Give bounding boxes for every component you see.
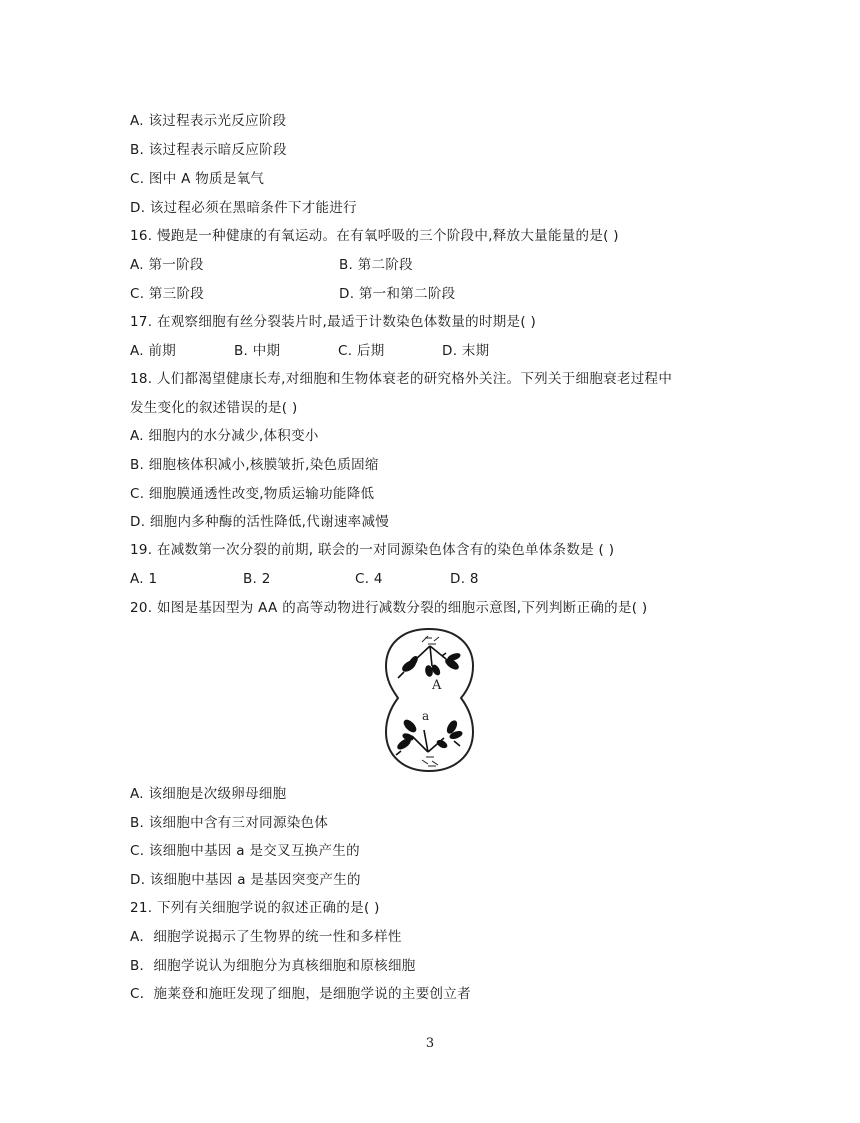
cell-division-diagram <box>382 626 477 774</box>
gene-label-lower: a <box>422 709 430 723</box>
q19-option-a: A. 1 <box>130 571 158 587</box>
q20-option-d: D. 该细胞中基因 a 是基因突变产生的 <box>130 872 361 888</box>
q19-stem: 19. 在减数第一次分裂的前期, 联会的一对同源染色体含有的染色单体条数是 ( ) <box>130 542 615 558</box>
q17-option-b: B. 中期 <box>234 343 281 359</box>
q15-option-b: B. 该过程表示暗反应阶段 <box>130 142 287 158</box>
q15-option-d: D. 该过程必须在黑暗条件下才能进行 <box>130 200 357 216</box>
upper-chromosomes <box>398 646 460 678</box>
page-number: 3 <box>425 1036 435 1051</box>
q19-option-d: D. 8 <box>450 571 479 587</box>
q18-option-a: A. 细胞内的水分减少,体积变小 <box>130 428 319 444</box>
q21-stem: 21. 下列有关细胞学说的叙述正确的是( ) <box>130 900 380 916</box>
q16-option-a: A. 第一阶段 <box>130 257 204 273</box>
q18-option-c: C. 细胞膜通透性改变,物质运输功能降低 <box>130 486 375 502</box>
q18-option-b: B. 细胞核体积减小,核膜皱折,染色质固缩 <box>130 457 379 473</box>
q18-stem-line1: 18. 人们都渴望健康长寿,对细胞和生物体衰老的研究格外关注。下列关于细胞衰老过程中 <box>130 371 673 387</box>
q20-option-b: B. 该细胞中含有三对同源染色体 <box>130 815 329 831</box>
q20-option-c: C. 该细胞中基因 a 是交叉互换产生的 <box>130 843 360 859</box>
q16-option-c: C. 第三阶段 <box>130 286 205 302</box>
q21-option-c: C．施莱登和施旺发现了细胞，是细胞学说的主要创立者 <box>130 986 471 1002</box>
lower-spindle-pole <box>422 757 438 766</box>
q17-option-d: D. 末期 <box>442 343 490 359</box>
q16-stem: 16. 慢跑是一种健康的有氧运动。在有氧呼吸的三个阶段中,释放大量能量的是( ) <box>130 228 619 244</box>
q19-option-c: C. 4 <box>355 571 383 587</box>
q21-option-b: B．细胞学说认为细胞分为真核细胞和原核细胞 <box>130 958 416 974</box>
gene-label-upper: A <box>432 678 442 693</box>
q19-option-b: B. 2 <box>243 571 271 587</box>
q15-option-c: C. 图中 A 物质是氧气 <box>130 171 265 187</box>
lower-chromosomes <box>396 719 463 755</box>
q16-option-d: D. 第一和第二阶段 <box>339 286 456 302</box>
upper-spindle-pole <box>422 636 439 644</box>
q18-stem-line2: 发生变化的叙述错误的是( ) <box>130 400 298 416</box>
q20-stem: 20. 如图是基因型为 AA 的高等动物进行减数分裂的细胞示意图,下列判断正确的是( ) <box>130 600 648 616</box>
q20-option-a: A. 该细胞是次级卵母细胞 <box>130 786 287 802</box>
q17-stem: 17. 在观察细胞有丝分裂装片时,最适于计数染色体数量的时期是( ) <box>130 314 537 330</box>
q18-option-d: D. 细胞内多种酶的活性降低,代谢速率减慢 <box>130 514 390 530</box>
q16-option-b: B. 第二阶段 <box>339 257 413 273</box>
q17-option-a: A. 前期 <box>130 343 177 359</box>
q15-option-a: A. 该过程表示光反应阶段 <box>130 113 287 129</box>
q17-option-c: C. 后期 <box>338 343 385 359</box>
q21-option-a: A．细胞学说揭示了生物界的统一性和多样性 <box>130 929 402 945</box>
